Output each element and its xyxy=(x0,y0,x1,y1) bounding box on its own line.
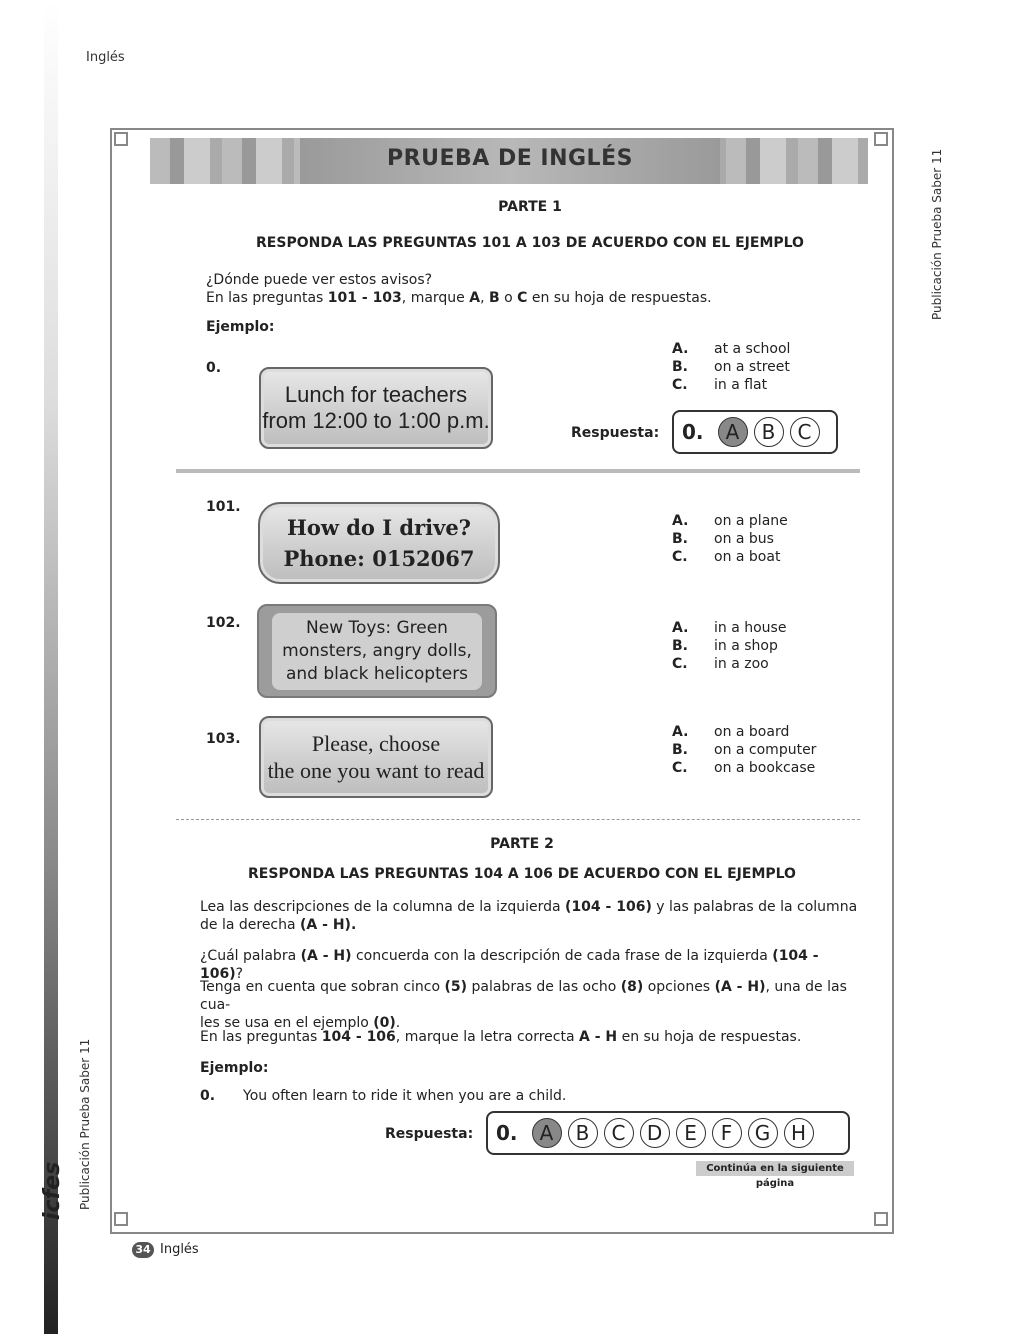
page-number: 34 xyxy=(132,1242,154,1258)
part2-paragraph-3 xyxy=(200,978,860,1032)
bubble-b: B xyxy=(754,417,784,447)
text: ¿Cuál palabra xyxy=(200,948,301,964)
option-text: on a plane xyxy=(714,513,788,529)
text: B xyxy=(489,290,500,306)
part2-example-text: You often learn to ride it when you are a child. xyxy=(243,1088,567,1104)
options-101 xyxy=(672,512,788,566)
option-letter: C. xyxy=(672,760,688,776)
option-text: in a house xyxy=(714,620,787,636)
sign-text: and black helicopters xyxy=(285,663,469,684)
answer-label: Respuesta: xyxy=(571,425,660,441)
option-text: in a flat xyxy=(714,377,768,393)
option-text: on a street xyxy=(714,359,790,375)
text: (104 - 106) xyxy=(565,899,652,915)
left-vertical-caption xyxy=(78,1040,94,1210)
option-text: in a zoo xyxy=(714,656,769,672)
option-text: on a board xyxy=(714,724,790,740)
sign-text: the one you want to read xyxy=(267,758,485,783)
text: opciones xyxy=(643,979,715,995)
options-102 xyxy=(672,619,786,673)
option-letter: B. xyxy=(672,638,688,654)
sign-text: How do I drive? xyxy=(287,515,471,540)
bubble-c: C xyxy=(790,417,820,447)
footer-subject: Inglés xyxy=(160,1242,199,1257)
option-letter: A. xyxy=(672,513,689,529)
question-number: 101. xyxy=(206,499,241,515)
bubble-c: C xyxy=(604,1118,634,1148)
text: En las preguntas xyxy=(206,290,328,306)
right-vertical-caption xyxy=(930,150,946,320)
text: , xyxy=(480,290,489,306)
bubble-g: G xyxy=(748,1118,778,1148)
sign-text: from 12:00 to 1:00 p.m. xyxy=(262,408,490,433)
text: Lea las descripciones de la columna de la izquierda xyxy=(200,899,566,915)
text: , marque la letra correcta xyxy=(395,1029,579,1045)
text: y las palabras de la columna xyxy=(651,899,858,915)
text: palabras de las ocho xyxy=(467,979,621,995)
option-letter: B. xyxy=(672,742,688,758)
question-number: 102. xyxy=(206,615,241,631)
sign-103 xyxy=(259,716,493,798)
part1-example-label: Ejemplo: xyxy=(206,319,275,335)
option-letter: C. xyxy=(672,377,688,393)
question-number: 103. xyxy=(206,731,241,747)
option-letter: B. xyxy=(672,359,688,375)
part1-title: PARTE 1 xyxy=(498,199,562,215)
part2-title: PARTE 2 xyxy=(490,836,554,852)
right-vertical-text: Publicación Prueba Saber 11 xyxy=(930,148,944,320)
option-letter: A. xyxy=(672,620,689,636)
text: o xyxy=(499,290,518,306)
frame-corner xyxy=(114,132,128,146)
bubble-d: D xyxy=(640,1118,670,1148)
dotted-divider xyxy=(176,819,860,820)
text: (A - H) xyxy=(300,948,352,964)
frame-corner xyxy=(114,1212,128,1226)
frame-corner xyxy=(874,132,888,146)
section-divider xyxy=(176,469,860,473)
bubble-e: E xyxy=(676,1118,706,1148)
side-gradient-bar xyxy=(44,0,58,1334)
text: En las preguntas xyxy=(200,1029,322,1045)
bubble-f: F xyxy=(712,1118,742,1148)
text: (0) xyxy=(373,1015,396,1031)
bubble-b: B xyxy=(568,1118,598,1148)
text: . xyxy=(395,1015,401,1031)
sign-text: Please, choose xyxy=(311,731,441,756)
option-text: on a boat xyxy=(714,549,781,565)
option-letter: A. xyxy=(672,724,689,740)
part2-example-number: 0. xyxy=(200,1088,216,1104)
test-title: PRUEBA DE INGLÉS xyxy=(387,146,633,171)
text: (A - H). xyxy=(300,917,357,933)
text: de la derecha xyxy=(200,917,301,933)
part2-instruction: RESPONDA LAS PREGUNTAS 104 A 106 DE ACUERDO CON EL EJEMPLO xyxy=(248,866,796,882)
part2-answer-box xyxy=(486,1111,850,1155)
text: les se usa en el ejemplo xyxy=(200,1015,374,1031)
text: , marque xyxy=(401,290,470,306)
answer-number: 0. xyxy=(496,1121,518,1145)
continue-note: Continúa en la siguiente página xyxy=(696,1161,854,1176)
sign-102 xyxy=(257,604,497,698)
part2-paragraph-1 xyxy=(200,898,860,934)
text: Tenga en cuenta que sobran cinco xyxy=(200,979,445,995)
answer-number: 0. xyxy=(682,420,704,444)
text: , una de las cua- xyxy=(200,979,847,1013)
option-letter: B. xyxy=(672,531,688,547)
option-text: on a computer xyxy=(714,742,817,758)
example-options xyxy=(672,340,790,394)
sign-text: New Toys: Green xyxy=(306,617,448,638)
option-text: on a bus xyxy=(714,531,774,547)
text: A xyxy=(469,290,481,306)
sign-text: Lunch for teachers xyxy=(284,382,468,407)
part1-instruction: RESPONDA LAS PREGUNTAS 101 A 103 DE ACUERDO CON EL EJEMPLO xyxy=(256,235,804,251)
sign-inner xyxy=(272,613,482,690)
option-text: on a bookcase xyxy=(714,760,816,776)
example-number: 0. xyxy=(206,360,222,376)
text: C xyxy=(517,290,528,306)
text: (8) xyxy=(620,979,644,995)
sign-101 xyxy=(258,502,500,584)
example-sign xyxy=(259,367,493,449)
option-text: at a school xyxy=(714,341,791,357)
part2-example-label: Ejemplo: xyxy=(200,1060,269,1076)
bubble-a: A xyxy=(532,1118,562,1148)
text: A - H xyxy=(579,1029,618,1045)
text: en su hoja de respuestas. xyxy=(527,290,712,306)
part2-paragraph-4 xyxy=(200,1028,860,1046)
part2-answer-label: Respuesta: xyxy=(385,1126,474,1142)
bubble-a: A xyxy=(718,417,748,447)
text: ? xyxy=(235,966,244,982)
frame-corner xyxy=(874,1212,888,1226)
option-letter: C. xyxy=(672,549,688,565)
text: (A - H) xyxy=(714,979,766,995)
text: en su hoja de respuestas. xyxy=(617,1029,802,1045)
part1-question: ¿Dónde puede ver estos avisos? xyxy=(206,272,433,288)
text: (5) xyxy=(444,979,468,995)
page-header: Inglés xyxy=(86,50,125,65)
options-103 xyxy=(672,723,816,777)
option-letter: C. xyxy=(672,656,688,672)
left-vertical-text: Publicación Prueba Saber 11 xyxy=(78,1038,92,1210)
icfes-logo xyxy=(40,1145,70,1220)
example-answer-box xyxy=(672,410,838,454)
option-letter: A. xyxy=(672,341,689,357)
text: 104 - 106 xyxy=(321,1029,396,1045)
text: (104 - 106) xyxy=(200,948,819,982)
option-text: in a shop xyxy=(714,638,778,654)
text: 101 - 103 xyxy=(327,290,402,306)
text: concuerda con la descripción de cada frase de la izquierda xyxy=(351,948,773,964)
part1-directions xyxy=(206,289,712,307)
logo-text: icfes xyxy=(40,1161,65,1220)
sign-text: monsters, angry dolls, xyxy=(282,640,472,661)
bubble-h: H xyxy=(784,1118,814,1148)
sign-text: Phone: 0152067 xyxy=(283,546,475,571)
